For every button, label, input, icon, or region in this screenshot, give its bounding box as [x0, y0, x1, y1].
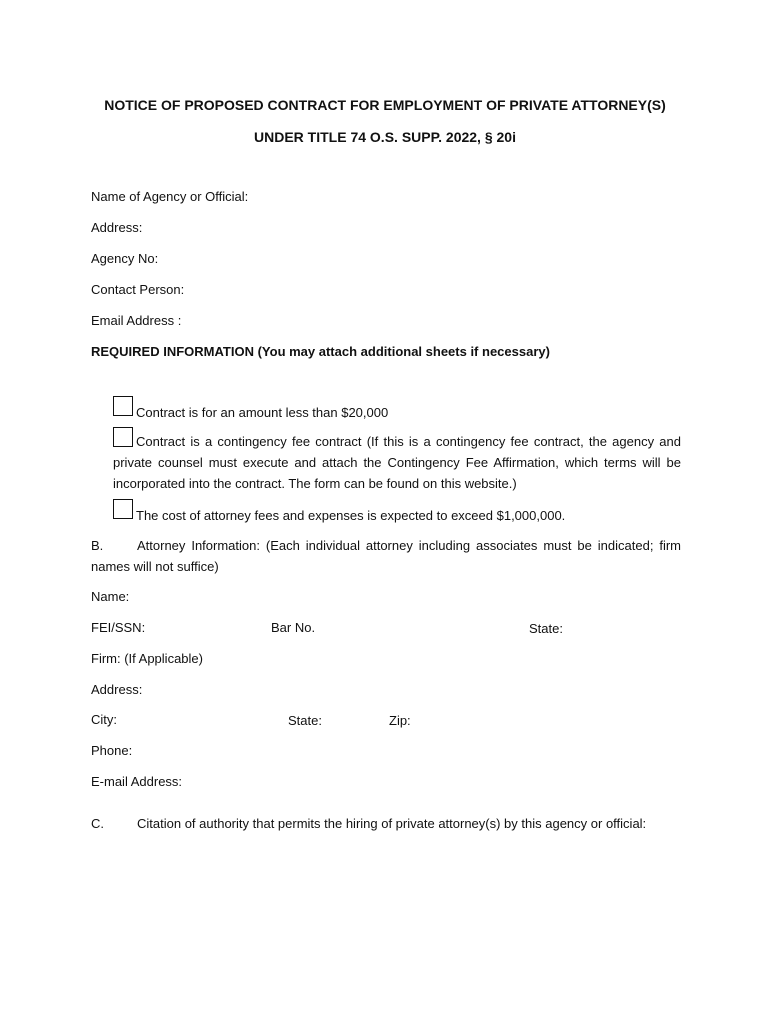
fei-ssn-label: FEI/SSN: [91, 620, 146, 635]
title-line-2: UNDER TITLE 74 O.S. SUPP. 2022, § 20i [254, 129, 516, 145]
firm-label: Firm: (If Applicable) [91, 651, 203, 666]
fees-over-1m-label: The cost of attorney fees and expenses is expected to exceed $1,000,000. [136, 508, 566, 523]
agency-address-label: Address: [91, 220, 143, 235]
section-c-marker: C. [91, 816, 104, 831]
section-c-text: Citation of authority that permits the hiring of private attorney(s) by this agency or official: [137, 816, 647, 831]
attorney-name-label: Name: [91, 589, 130, 604]
agency-email-label: Email Address : [91, 313, 182, 328]
amount-under-20000-checkbox[interactable] [113, 396, 133, 416]
section-b-marker: B. [91, 538, 104, 553]
section-b-text: Attorney Information: (Each individual attorney including associates must be indicated; firm names will not suffice) [91, 538, 681, 574]
phone-label: Phone: [91, 743, 133, 758]
required-info-heading: REQUIRED INFORMATION (You may attach additional sheets if necessary) [91, 344, 550, 359]
city-state-label: State: [288, 713, 322, 728]
bar-number-label: Bar No. [271, 620, 316, 635]
attorney-email-label: E-mail Address: [91, 774, 183, 789]
zip-label: Zip: [389, 713, 411, 728]
agency-name-label: Name of Agency or Official: [91, 189, 249, 204]
fees-over-1m-checkbox[interactable] [113, 499, 133, 519]
amount-under-20000-label: Contract is for an amount less than $20,000 [136, 405, 389, 420]
city-label: City: [91, 712, 117, 727]
title-line-1: NOTICE OF PROPOSED CONTRACT FOR EMPLOYMENT OF PRIVATE ATTORNEY(S) [104, 97, 666, 113]
agency-number-label: Agency No: [91, 251, 159, 266]
contingency-fee-label: Contract is a contingency fee contract (If this is a contingency fee contract, the agency and private counsel must execute and attach the Contingency Fee Affirmation, which terms will be incorporated into the contract. The form can be found on this website.) [113, 434, 681, 491]
bar-state-label: State: [529, 621, 563, 636]
contact-person-label: Contact Person: [91, 282, 185, 297]
attorney-address-label: Address: [91, 682, 143, 697]
